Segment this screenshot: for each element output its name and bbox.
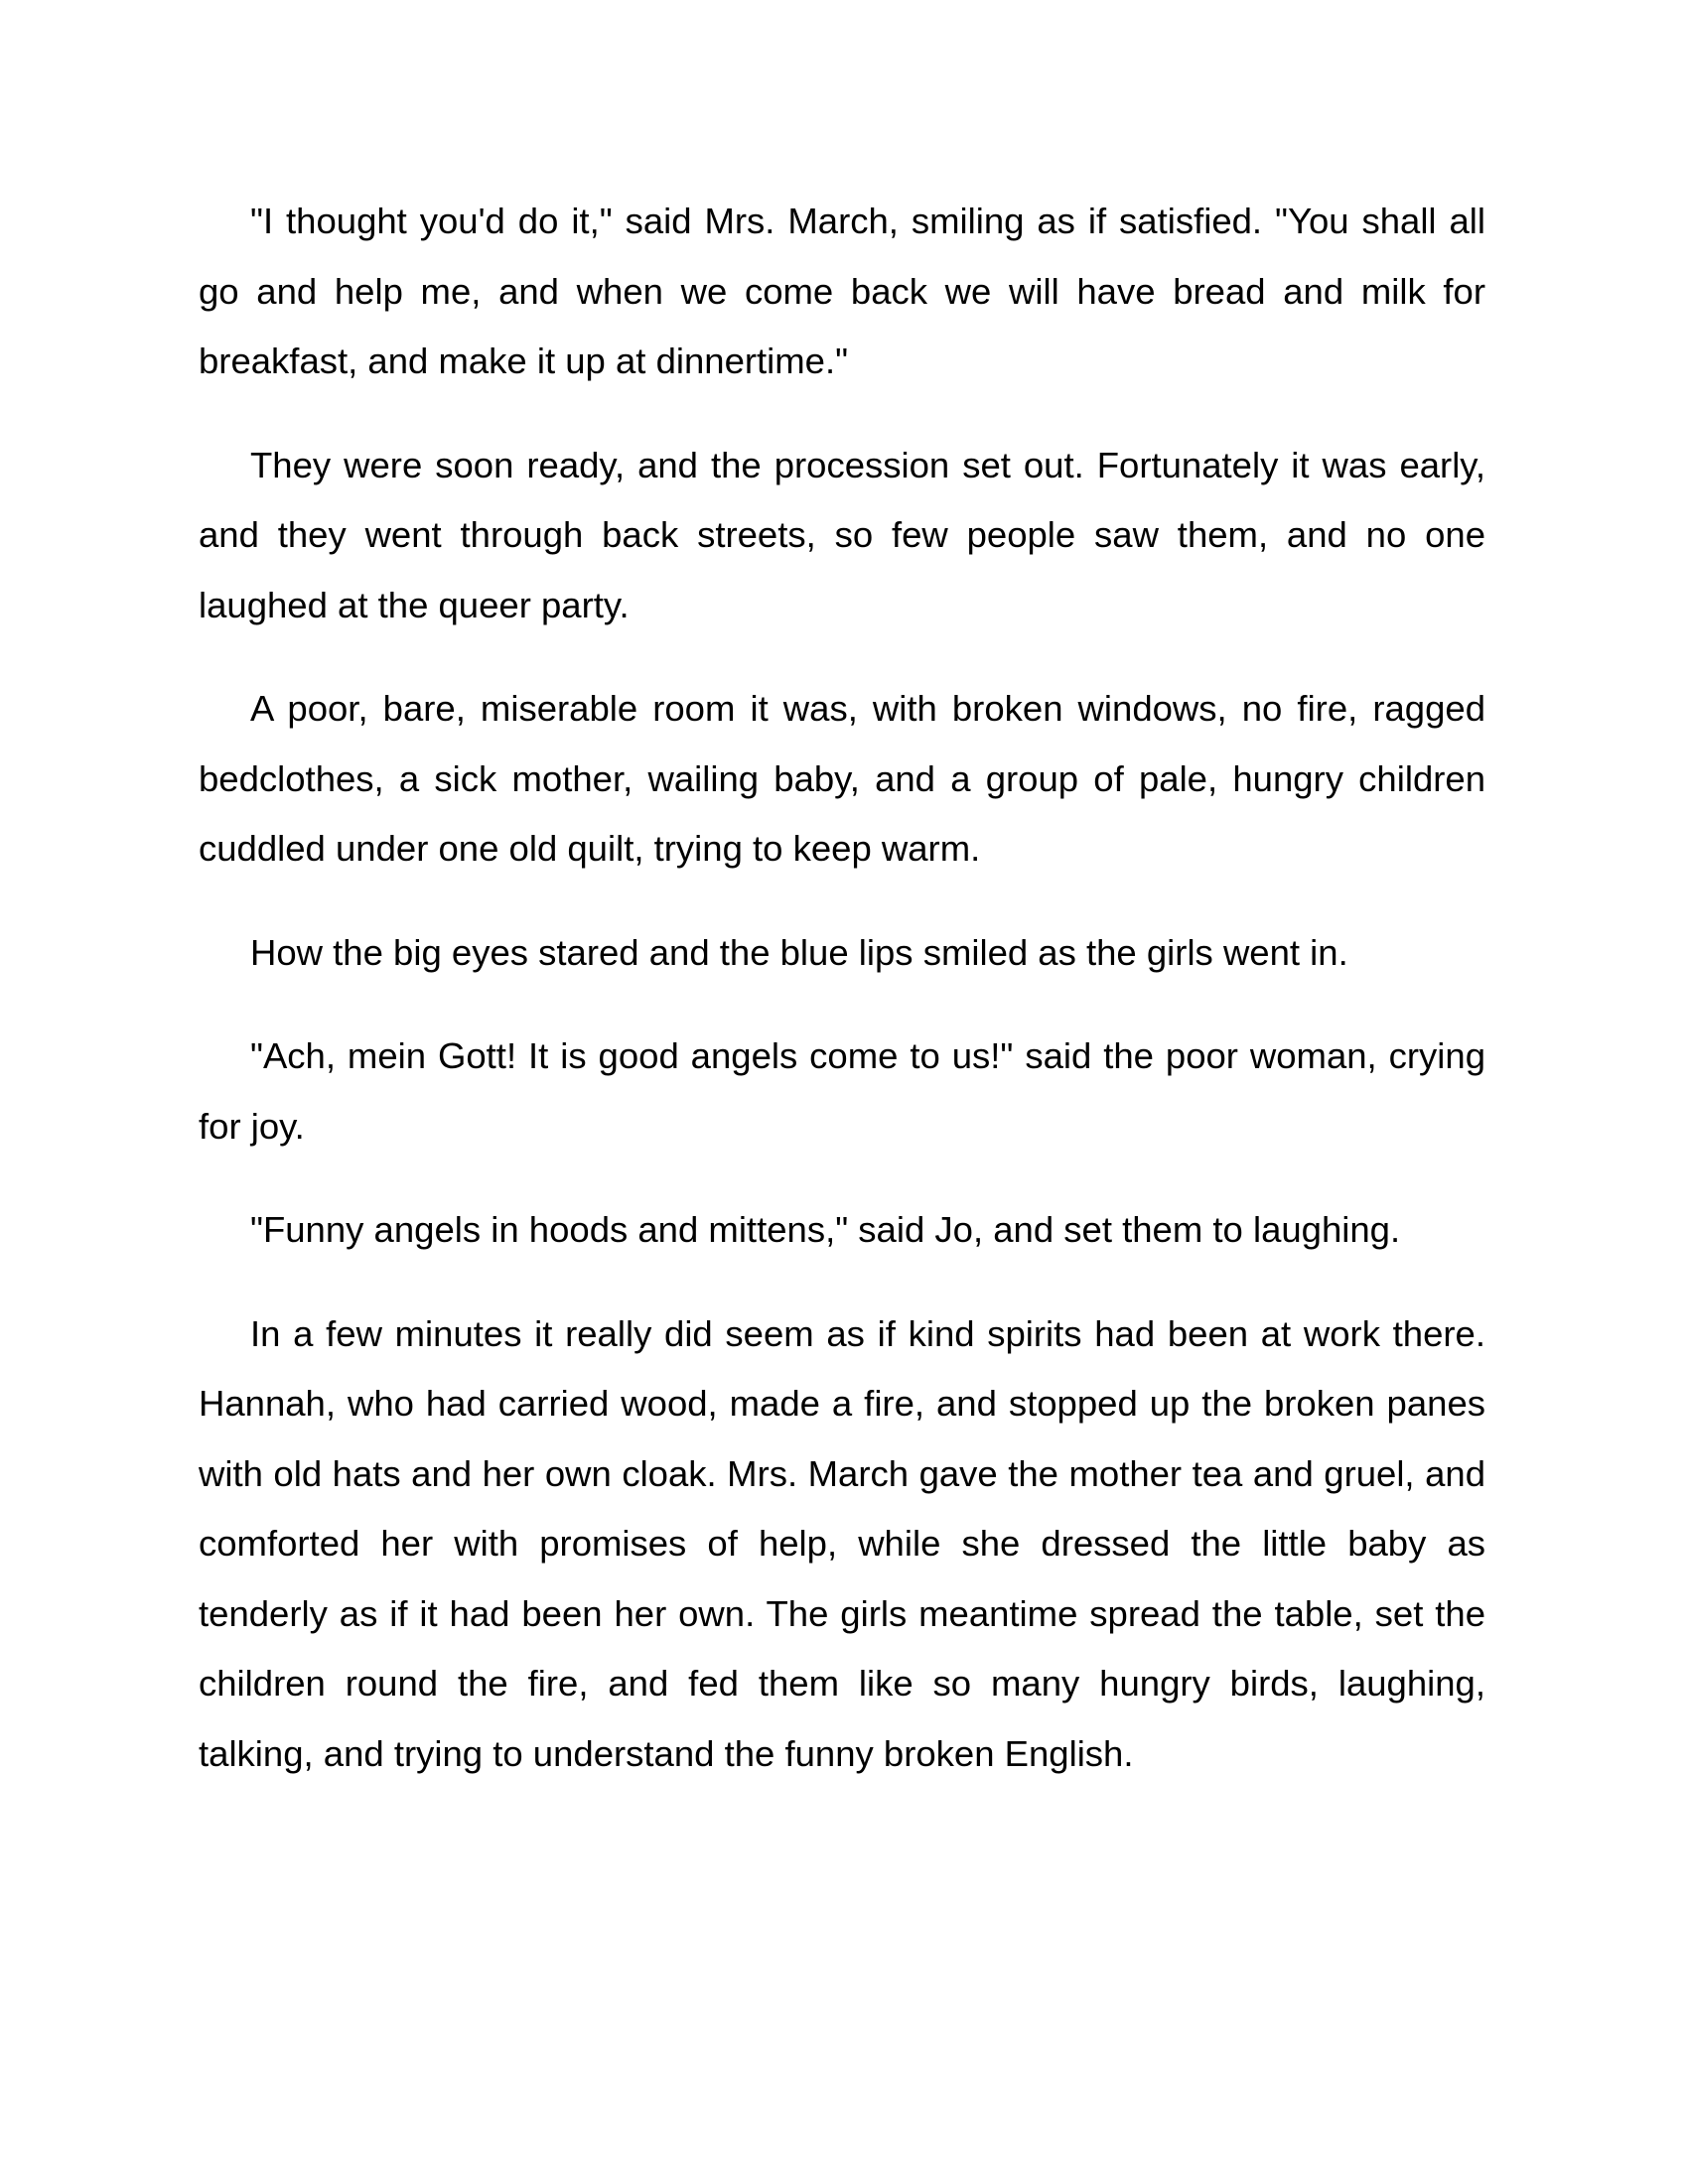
- paragraph: In a few minutes it really did seem as if kind spirits had been at work there. Hannah, who had carried wood, made a fire, and stopped up the broken panes with old hats and her own cloak. Mrs. March gave the mother tea and gruel, and comforted her with promises of help, while she dressed the little baby as tenderly as if it had been her own. The girls meantime spread the table, set the children round the fire, and fed them like so many hungry birds, laughing, talking, and trying to understand the funny broken English.: [199, 1312, 1485, 1774]
- paragraph: "Funny angels in hoods and mittens," said Jo, and set them to laughing.: [250, 1209, 1401, 1250]
- paragraph: How the big eyes stared and the blue lips smiled as the girls went in.: [250, 931, 1348, 973]
- paragraph: A poor, bare, miserable room it was, with broken windows, no fire, ragged bedclothes, a sick mother, wailing baby, and a group of pale, hungry children cuddled under one old quilt, trying to keep warm.: [199, 688, 1485, 869]
- paragraph: "Ach, mein Gott! It is good angels come to us!" said the poor woman, crying for joy.: [199, 1035, 1485, 1147]
- paragraph: They were soon ready, and the procession set out. Fortunately it was early, and they went through back streets, so few people saw them, and no one laughed at the queer party.: [199, 444, 1485, 625]
- paragraph: "I thought you'd do it," said Mrs. March, smiling as if satisfied. "You shall all go and help me, and when we come back we will have bread and milk for breakfast, and make it up at dinnertime.": [199, 201, 1485, 381]
- document-body: [199, 187, 1485, 1823]
